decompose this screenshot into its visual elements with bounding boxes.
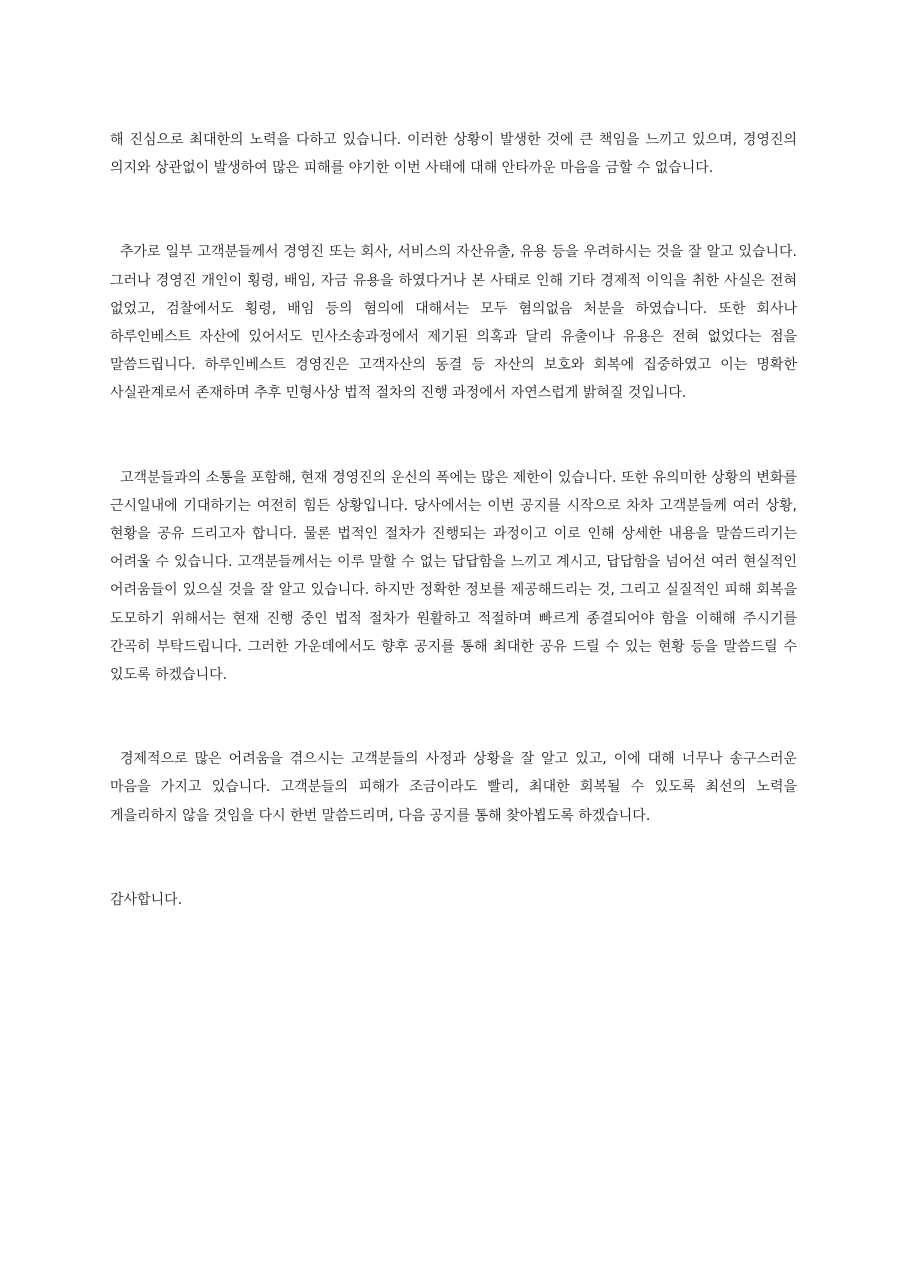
paragraph-continuation: 해 진심으로 최대한의 노력을 다하고 있습니다. 이러한 상황이 발생한 것에 큰 책임을 느끼고 있으며, 경영진의 의지와 상관없이 발생하여 많은 피해를 야기한 이번 사태에 대해 안타까운 마음을 금할 수 없습니다. [110,132,797,177]
paragraph-asset-concerns: 추가로 일부 고객분들께서 경영진 또는 회사, 서비스의 자산유출, 유용 등을 우려하시는 것을 잘 알고 있습니다. 그러나 경영진 개인이 횡령, 배임, 자금 유용을 하였다거나 본 사태로 인해 기타 경제적 이익을 취한 사실은 전혀 없었고, 검찰에서도 횡령, 배임 등의 혐의에 대해서는 모두 혐의없음 처분을 하였습니다. 또한 회사나 하루인베스트 자산에 있어서도 민사소송과정에서 제기된 의혹과 달리 유출이나 유용은 전혀 없었다는 점을 말씀드립니다. 하루인베스트 경영진은 고객자산의 동결 등 자산의 보호와 회복에 집중하였고 이는 명확한 사실관계로서 존재하며 추후 민형사상 법적 절차의 진행 과정에서 자연스럽게 밝혀질 것입니다. [110,244,797,402]
paragraph-communication-limits: 고객분들과의 소통을 포함해, 현재 경영진의 운신의 폭에는 많은 제한이 있습니다. 또한 유의미한 상황의 변화를 근시일내에 기대하기는 여전히 힘든 상황입니다. 당사에서는 이번 공지를 시작으로 차차 고객분들께 여러 상황, 현황을 공유 드리고자 합니다. 물론 법적인 절차가 진행되는 과정이고 이로 인해 상세한 내용을 말씀드리기는 어려울 수 있습니다. 고객분들께서는 이루 말할 수 없는 답답함을 느끼고 계시고, 답답함을 넘어선 여러 현실적인 어려움들이 있으실 것을 잘 알고 있습니다. 하지만 정확한 정보를 제공해드리는 것, 그리고 실질적인 피해 회복을 도모하기 위해서는 현재 진행 중인 법적 절차가 원활하고 적절하며 빠르게 종결되어야 함을 이해해 주시기를 간곡히 부탁드립니다. 그러한 가운데에서도 향후 공지를 통해 최대한 공유 드릴 수 있는 현황 등을 말씀드릴 수 있도록 하겠습니다. [110,469,797,684]
closing-text: 감사합니다. [110,891,183,908]
paragraph-apology: 경제적으로 많은 어려움을 겪으시는 고객분들의 사정과 상황을 잘 알고 있고, 이에 대해 너무나 송구스러운 마음을 가지고 있습니다. 고객분들의 피해가 조금이라도 빨리, 최대한 회복될 수 있도록 최선의 노력을 게을리하지 않을 것임을 다시 한번 말씀드리며, 다음 공지를 통해 찾아뵙도록 하겠습니다. [110,751,797,824]
notice-body [110,126,797,914]
